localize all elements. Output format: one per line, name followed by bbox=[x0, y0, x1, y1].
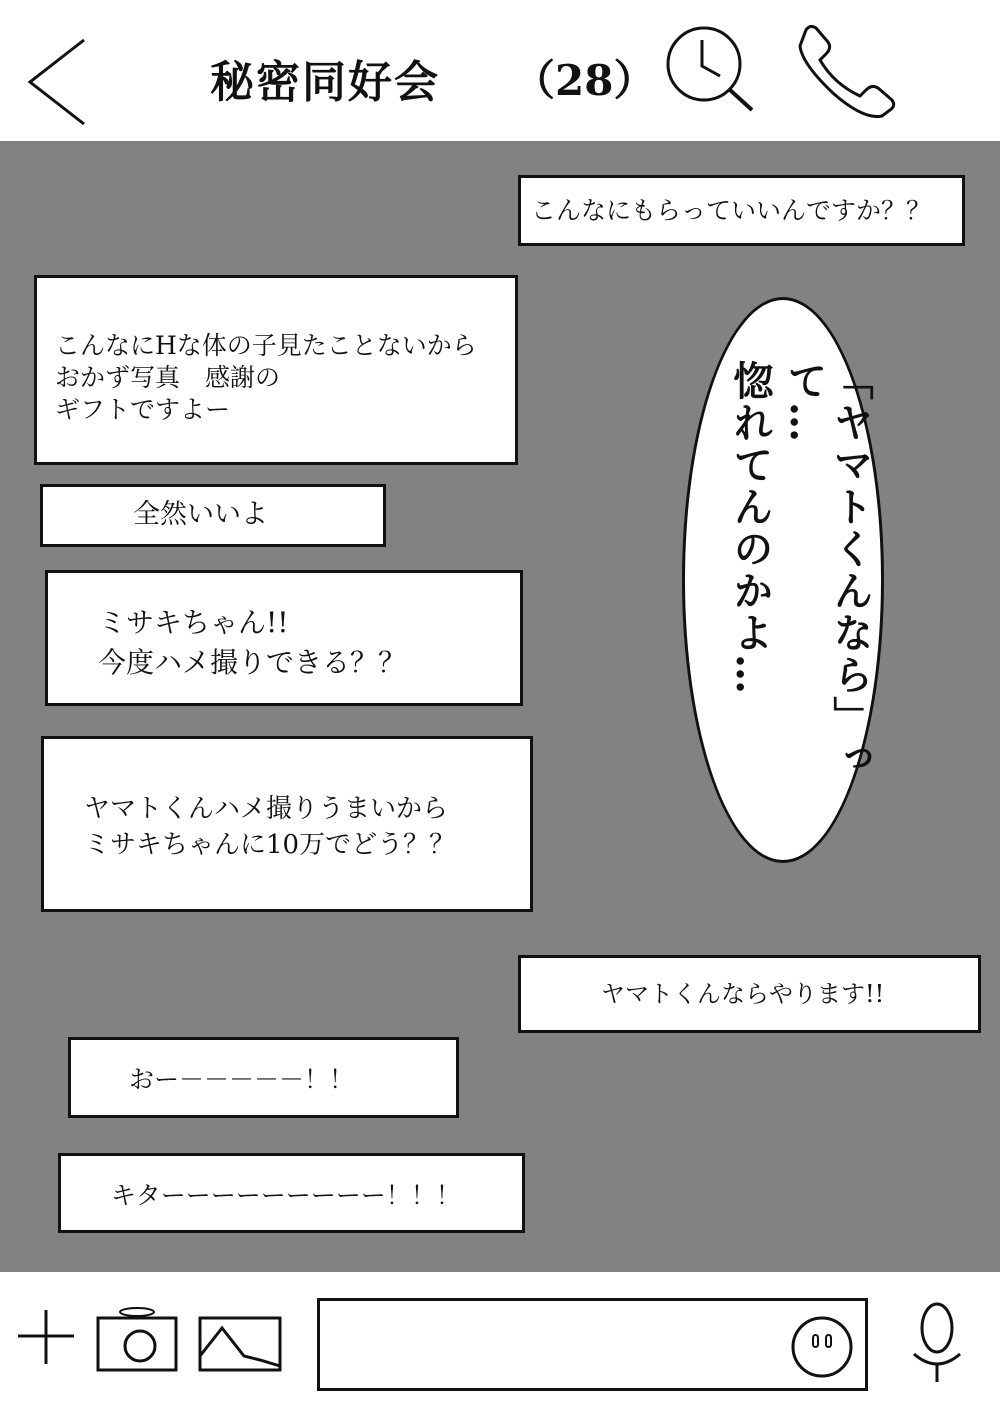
message-text: ヤマトくんならやります!! bbox=[601, 980, 885, 1008]
message-bubble-left bbox=[58, 1153, 525, 1233]
back-chevron-icon[interactable] bbox=[22, 36, 92, 128]
message-bubble-left bbox=[45, 570, 523, 706]
message-text: 全然いいよ bbox=[133, 499, 268, 530]
camera-icon[interactable] bbox=[96, 1306, 178, 1372]
group-title: 秘密同好会 bbox=[210, 57, 440, 108]
image-icon[interactable] bbox=[198, 1316, 282, 1372]
microphone-icon[interactable] bbox=[908, 1302, 966, 1384]
message-bubble-left bbox=[41, 736, 533, 912]
message-text: こんなにHな体の子見たことないから おかず写真 感謝の ギフトですよー bbox=[55, 331, 477, 424]
message-bubble-right bbox=[518, 175, 965, 246]
plus-icon[interactable] bbox=[16, 1306, 76, 1366]
message-bubble-right bbox=[518, 955, 981, 1033]
message-text: ミサキちゃん!! 今度ハメ撮りできる？？ bbox=[98, 606, 407, 679]
thought-text-line-2: 惚れてんのかよ… bbox=[727, 360, 774, 696]
chat-footer bbox=[0, 1272, 1000, 1414]
message-text: キターーーーーーーーー！！！ bbox=[111, 1181, 461, 1210]
search-history-icon[interactable] bbox=[664, 26, 756, 112]
message-bubble-left bbox=[40, 484, 386, 547]
message-bubble-left bbox=[68, 1037, 459, 1118]
phone-icon[interactable] bbox=[794, 22, 898, 118]
thought-text-line-1: 「ヤマトくんなら」って… bbox=[781, 360, 874, 780]
message-input[interactable] bbox=[317, 1298, 868, 1391]
thought-bubble bbox=[682, 297, 884, 863]
message-bubble-left bbox=[34, 275, 518, 465]
message-text: ヤマトくんハメ撮りうまいから ミサキちゃんに10万でどう？？ bbox=[84, 794, 456, 860]
chat-header bbox=[0, 0, 1000, 141]
message-text: おー－－－－－！！ bbox=[129, 1065, 355, 1094]
member-count: （28） bbox=[513, 56, 656, 105]
message-text: こんなにもらっていいんですか？？ bbox=[531, 196, 932, 225]
emoji-icon[interactable] bbox=[790, 1315, 854, 1379]
